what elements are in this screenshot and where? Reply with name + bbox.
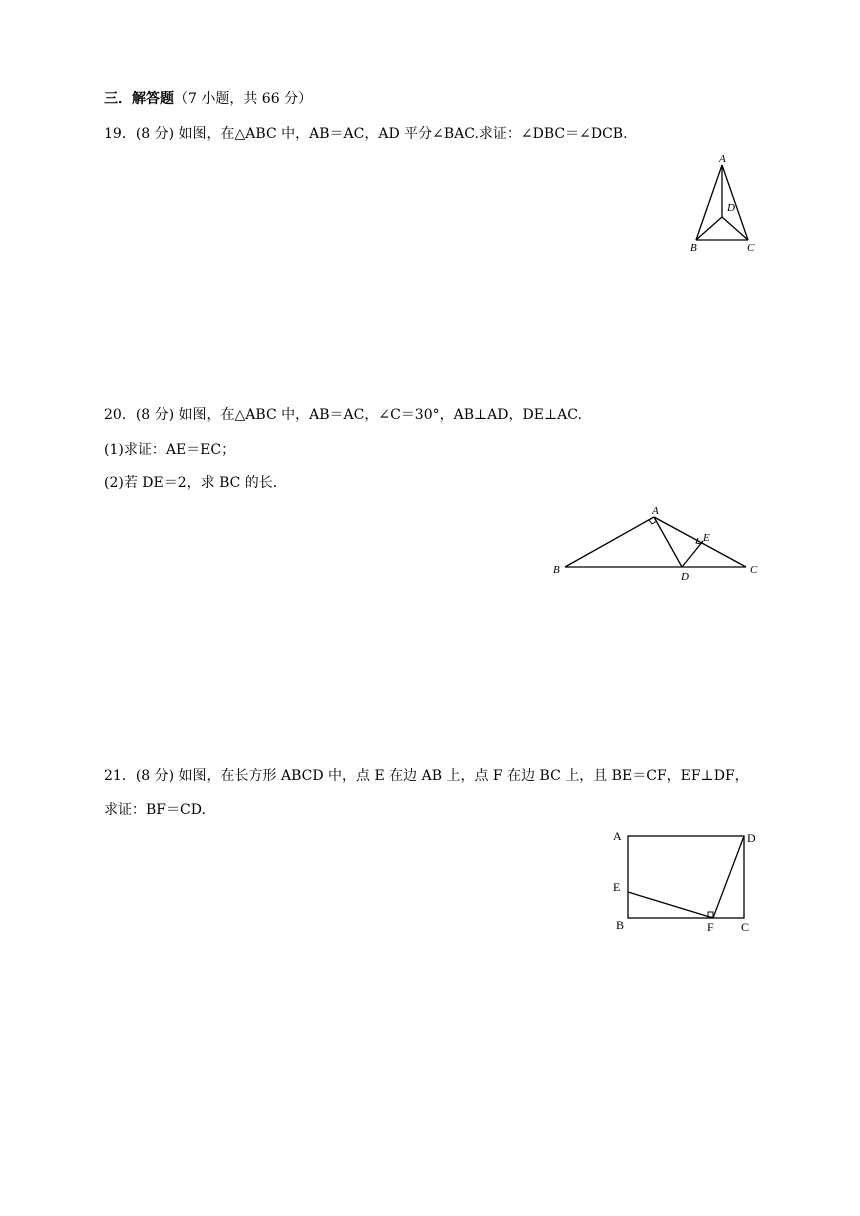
question-19-text: 19．(8 分) 如图，在△ABC 中，AB＝AC，AD 平分∠BAC.求证：∠DBC＝∠DCB.	[104, 126, 628, 142]
label-e: E	[613, 880, 621, 894]
label-a: A	[652, 505, 659, 517]
label-e: E	[703, 532, 710, 544]
section-heading-note: （7 小题，共 66 分）	[174, 91, 313, 107]
question-21-text-line-1: 21．(8 分) 如图，在长方形 ABCD 中，点 E 在边 AB 上，点 F 在边 BC 上，且 BE＝CF，EF⊥DF，	[104, 768, 749, 784]
question-20-part-2: (2)若 DE＝2，求 BC 的长．	[104, 475, 287, 491]
label-c: C	[750, 564, 758, 576]
label-a: A	[719, 153, 726, 165]
question-21-text-line-2: 求证：BF＝CD.	[104, 802, 206, 818]
figure-q20-triangle	[548, 503, 768, 583]
segment-ab	[565, 517, 654, 567]
section-heading-title: 三．解答题	[104, 91, 174, 107]
segment-de	[682, 541, 703, 567]
label-c: C	[747, 242, 755, 254]
label-c: C	[741, 920, 750, 934]
label-d: D	[747, 831, 756, 845]
figure-q21-rectangle	[606, 825, 766, 937]
label-b: B	[616, 918, 625, 932]
segment-ef	[628, 892, 713, 918]
rectangle-abcd	[628, 836, 744, 918]
label-b: B	[690, 242, 697, 254]
label-b: B	[553, 564, 560, 576]
question-20-part-1: (1)求证：AE＝EC；	[104, 442, 236, 458]
label-f: F	[707, 920, 714, 934]
segment-fd	[713, 836, 744, 918]
figure-q19-triangle	[680, 150, 770, 256]
label-d: D	[681, 571, 689, 583]
label-d: D	[727, 202, 735, 214]
question-20-text: 20．(8 分) 如图，在△ABC 中，AB＝AC，∠C＝30°，AB⊥AD，DE⊥AC.	[104, 407, 582, 423]
section-heading	[104, 89, 312, 109]
label-a: A	[613, 829, 622, 843]
